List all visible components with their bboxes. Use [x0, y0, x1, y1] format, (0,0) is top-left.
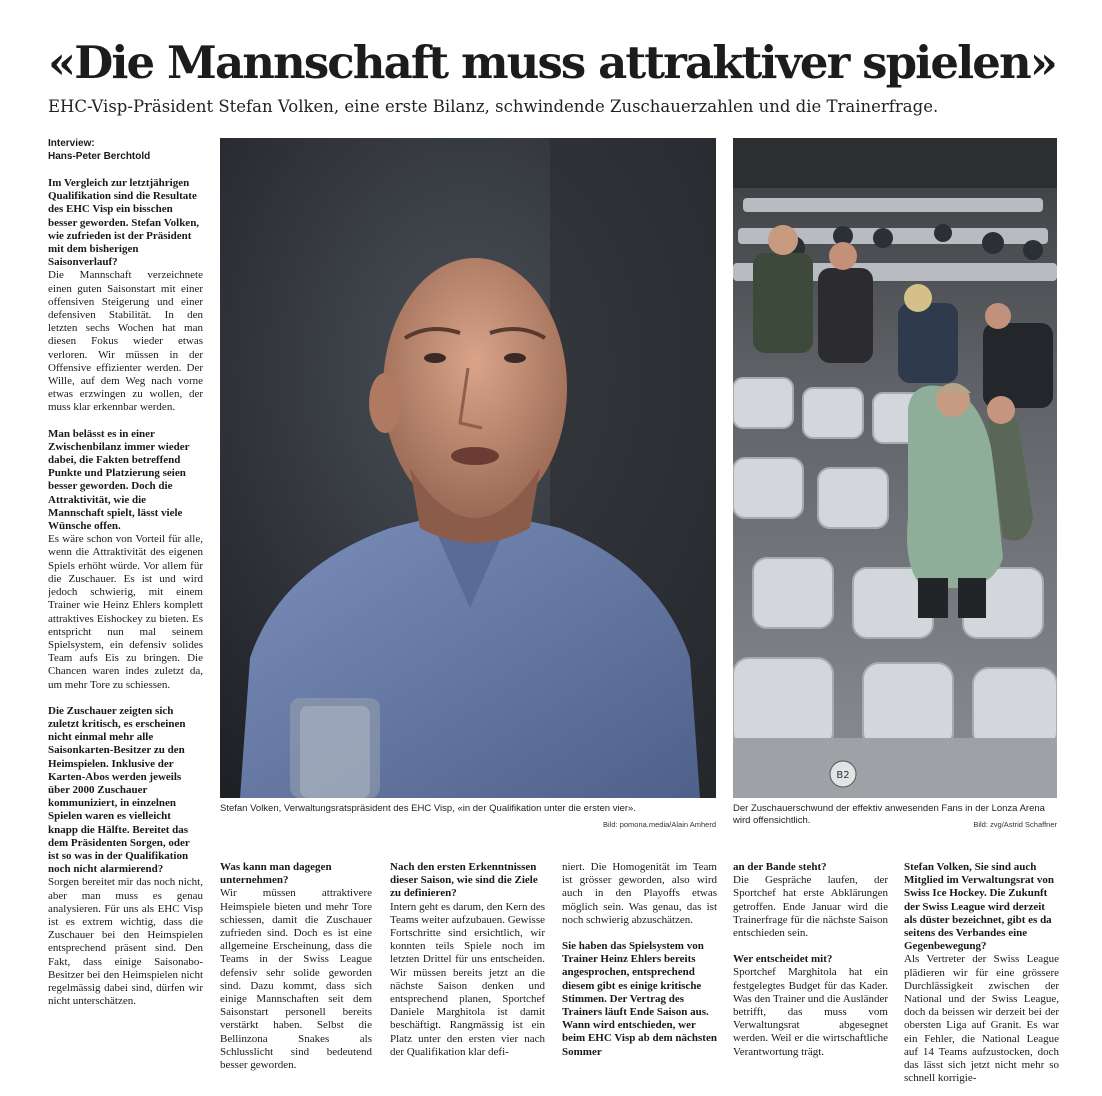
- portrait-credit: Bild: pomona.media/Alain Amherd: [603, 820, 716, 829]
- portrait-photo-image: [220, 138, 716, 798]
- answer: Die Gespräche laufen, der Sportchef hat erste Abklärungen getroffen. Ende Januar wird die Trainerfrage für die nächste Saison entschieden sein.: [733, 874, 888, 940]
- question: Stefan Volken, Sie sind auch Mitglied im Verwaltungsrat von Swiss Ice Hockey. Die Zukunft der Swiss League wird derzeit als düster bezeichnet, gibt es da seitens des Verbandes eine Gegenbewegung?: [904, 861, 1055, 953]
- question: Nach den ersten Erkenntnissen dieser Saison, wie sind die Ziele zu definieren?: [390, 861, 538, 900]
- portrait-caption: Stefan Volken, Verwaltungsratspräsident des EHC Visp, «in der Qualifikation unter die ersten vier».: [220, 803, 636, 814]
- answer: Intern geht es darum, den Kern des Teams weiter aufzubauen. Gewisse Fortschritte sind ersichtlich, wir konnten teils Spiele noch im letzten Drittel für uns entscheiden. Wir müssen bereits jetzt an die nächste Saison denken und entsprechend planen, Sportchef Daniele Marghitola ist damit beschäftigt. Rangmässig ist ein Platz unter den ersten vier nach der Qualifikation klar defi-: [390, 900, 545, 1058]
- column-2: [220, 861, 372, 1076]
- headline: «Die Mannschaft muss attraktiver spielen»: [48, 36, 1057, 89]
- question: Im Vergleich zur letztjährigen Qualifikation sind die Resultate des EHC Visp ein bisschen besser geworden. Stefan Volken, wie zufrieden ist der Präsident mit dem bisherigen Saisonverlauf?: [48, 177, 200, 269]
- question: Wer entscheidet mit?: [733, 953, 833, 966]
- question: Sie haben das Spielsystem von Trainer Heinz Ehlers bereits angesprochen, entsprechend diesem gibt es einige kritische Stimmen. Der Vertrag des Trainers läuft Ende Saison aus. Wann wird entschieden, wer beim EHC Visp ab dem nächsten Sommer: [562, 940, 717, 1058]
- question: Was kann man dagegen unternehmen?: [220, 861, 332, 887]
- subtitle: EHC-Visp-Präsident Stefan Volken, eine erste Bilanz, schwindende Zuschauerzahlen und die Trainerfrage.: [48, 97, 939, 116]
- answer: Die Mannschaft verzeichnete einen guten Saisonstart mit einer offensiven Steigerung und einer defensiven Stabilität. In den letzten sechs Wochen hat man diesen Fokus wieder etwas verloren. Wir müssen in der Offensive effizienter werden. Der Wille, auf dem Weg nach vorne etwas erzwingen zu wollen, der muss klar erkennbar werden.: [48, 269, 203, 414]
- stadium-photo: [733, 138, 1057, 798]
- seat-number: B2: [836, 770, 850, 781]
- answer: Es wäre schon von Vorteil für alle, wenn die Attraktivität des eigenen Spiels erhöht würde. Vor allem für die Zuschauer. Es ist und wird jedoch schwierig, mit einem Trainer wie Heinz Ehlers komplett attraktives Eishockey zu bieten. Es entspricht nun mal seinem Spielsystem, ein defensiv solides Team aufs Eis zu bringen. Die Chancen waren indes zuletzt da, um mehr Tore zu schiessen.: [48, 533, 203, 691]
- answer: Als Vertreter der Swiss League plädieren wir für eine grössere Durchlässigkeit zwischen der National und der Swiss League, doch da beissen wir derzeit bei der obersten Liga auf Granit. Es war ein Fehler, die National League auf 14 Teams aufzustocken, doch das lässt sich jetzt nicht mehr so schnell korrigie-: [904, 953, 1059, 1085]
- stadium-credit: Bild: zvg/Astrid Schaffner: [973, 820, 1057, 829]
- answer: niert. Die Homogenität im Team ist grösser geworden, also wird auch in den Playoffs etwas möglich sein. Was genau, das ist noch schwierig abzuschätzen.: [562, 861, 717, 926]
- column-3: [390, 861, 545, 1076]
- column-6: [904, 861, 1059, 1096]
- answer: Sorgen bereitet mir das noch nicht, aber man muss es genau analysieren. Für uns als EHC Visp ist es extrem wichtig, dass die Zuschauer bei den Heimspielen entsprechend präsent sind. Den Fakt, dass einige Saisonabo-Besitzer bei den Heimspielen nicht regelmässig dabei sind, dürfen wir nicht unterschätzen.: [48, 876, 203, 1008]
- stadium-photo-image: [733, 138, 1057, 798]
- stadium-caption: Der Zuschauerschwund der effektiv anwesenden Fans in der Lonza Arena wird offensichtlich.: [733, 803, 1045, 826]
- column-1: [48, 177, 203, 1072]
- answer: Sportchef Marghitola hat ein festgelegtes Budget für das Kader. Was den Trainer und die Ausländer betrifft, das muss vom Verwaltungsrat abgesegnet werden. Weil er die wirtschaftliche Verantwortung trägt.: [733, 966, 888, 1058]
- question: an der Bande steht?: [733, 861, 827, 873]
- column-4: [562, 861, 717, 1076]
- portrait-photo: [220, 138, 716, 798]
- question: Die Zuschauer zeigten sich zuletzt kritisch, es erscheinen nicht einmal mehr alle Saisonkarten-Besitzer zu den Heimspielen. Inklusive der Karten-Abos werden jeweils über 2000 Zuschauer kommuniziert, in einzelnen Spielen waren es vielleicht knapp die Hälfte. Bereitet das dem Präsidenten Sorgen, oder ist so was in der Qualifikation noch nicht alarmierend?: [48, 704, 190, 876]
- author-label: Interview:: [48, 138, 95, 149]
- question: Man belässt es in einer Zwischenbilanz immer wieder dabei, die Fakten betreffend Punkte und Platzierung seien besser geworden. Doch die Attraktivität, wie die Mannschaft spielt, lässt viele Wünsche offen.: [48, 427, 190, 533]
- author-byline: [48, 137, 150, 163]
- answer: Wir müssen attraktivere Heimspiele bieten und mehr Tore schiessen, damit die Zuschauer zufrieden sind. Doch es ist eine allgemeine Erscheinung, dass die Teams in der Swiss League defensiv sehr solide geworden sind. Dazu kommt, dass sich einige Mannschaften seit dem Saisonstart personell bereits verstärkt haben. Selbst die Bellinzona Snakes als Schlusslicht sind bedeutend besser geworden.: [220, 887, 372, 1072]
- column-5: [733, 861, 888, 1076]
- author-name: Hans-Peter Berchtold: [48, 151, 151, 162]
